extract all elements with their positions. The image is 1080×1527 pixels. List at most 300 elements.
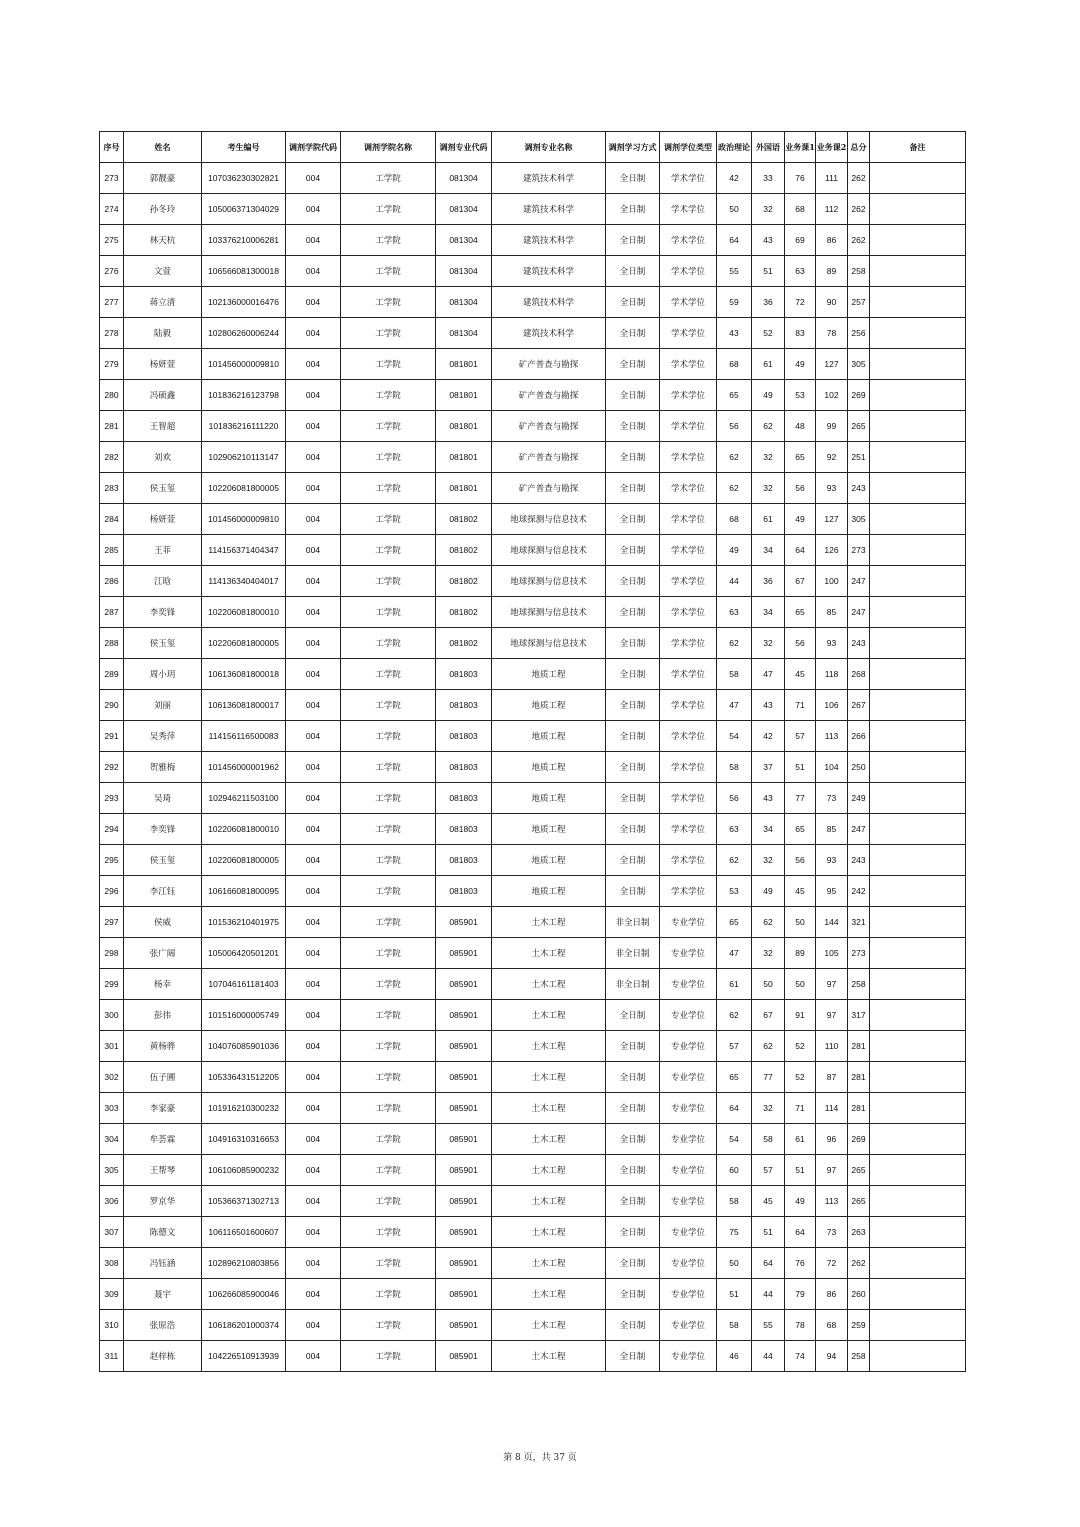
cell-degree-type: 学术学位 [660,504,717,535]
table-row [100,1000,966,1031]
cell-major-code: 081801 [436,442,492,473]
cell-candidate-id: 106106085900232 [202,1155,286,1186]
cell-major-code: 081803 [436,690,492,721]
cell-candidate-id: 102206081800010 [202,814,286,845]
cell-college-name: 工学院 [341,1155,436,1186]
cell-foreign-language: 77 [752,1062,785,1093]
cell-remarks [870,1000,966,1031]
cell-major-code: 085901 [436,938,492,969]
cell-politics: 49 [717,535,752,566]
cell-major-name: 土木工程 [492,969,606,1000]
cell-college-code: 004 [286,287,341,318]
cell-total: 256 [848,318,870,349]
table-row [100,442,966,473]
cell-remarks [870,1186,966,1217]
cell-degree-type: 学术学位 [660,349,717,380]
cell-college-code: 004 [286,752,341,783]
cell-total: 265 [848,1186,870,1217]
cell-remarks [870,690,966,721]
cell-subject1: 56 [785,628,816,659]
cell-subject2: 105 [816,938,848,969]
table-row [100,225,966,256]
cell-college-code: 004 [286,473,341,504]
cell-candidate-id: 105006420501201 [202,938,286,969]
cell-college-name: 工学院 [341,659,436,690]
cell-major-code: 081802 [436,535,492,566]
cell-degree-type: 学术学位 [660,721,717,752]
cell-major-code: 081801 [436,349,492,380]
cell-degree-type: 学术学位 [660,318,717,349]
cell-candidate-id: 101836216111220 [202,411,286,442]
cell-major-code: 085901 [436,969,492,1000]
cell-subject1: 52 [785,1031,816,1062]
table-row [100,1031,966,1062]
cell-remarks [870,318,966,349]
cell-index: 311 [100,1341,124,1372]
cell-index: 276 [100,256,124,287]
cell-politics: 50 [717,1248,752,1279]
cell-subject2: 112 [816,194,848,225]
cell-college-name: 工学院 [341,1217,436,1248]
cell-name: 郭靓豪 [124,163,202,194]
cell-college-code: 004 [286,783,341,814]
table-row [100,907,966,938]
cell-degree-type: 专业学位 [660,1186,717,1217]
cell-remarks [870,1217,966,1248]
cell-index: 287 [100,597,124,628]
cell-subject1: 53 [785,380,816,411]
cell-subject2: 144 [816,907,848,938]
cell-remarks [870,659,966,690]
cell-college-name: 工学院 [341,1279,436,1310]
cell-politics: 62 [717,845,752,876]
cell-subject1: 74 [785,1341,816,1372]
cell-study-mode: 全日制 [606,163,660,194]
cell-name: 赵梓栋 [124,1341,202,1372]
cell-college-name: 工学院 [341,256,436,287]
cell-college-code: 004 [286,1279,341,1310]
cell-college-name: 工学院 [341,380,436,411]
cell-college-name: 工学院 [341,1248,436,1279]
cell-politics: 54 [717,1124,752,1155]
cell-major-code: 081304 [436,225,492,256]
cell-subject1: 76 [785,1248,816,1279]
cell-index: 274 [100,194,124,225]
cell-total: 265 [848,1155,870,1186]
cell-subject2: 95 [816,876,848,907]
cell-subject2: 104 [816,752,848,783]
cell-major-name: 土木工程 [492,1279,606,1310]
cell-foreign-language: 43 [752,690,785,721]
cell-college-code: 004 [286,1155,341,1186]
cell-foreign-language: 51 [752,256,785,287]
cell-candidate-id: 101536210401975 [202,907,286,938]
cell-study-mode: 全日制 [606,1341,660,1372]
cell-college-code: 004 [286,1093,341,1124]
cell-remarks [870,1124,966,1155]
cell-major-name: 土木工程 [492,1341,606,1372]
cell-politics: 56 [717,411,752,442]
cell-total: 281 [848,1093,870,1124]
cell-index: 296 [100,876,124,907]
cell-foreign-language: 43 [752,783,785,814]
cell-major-name: 建筑技术科学 [492,225,606,256]
cell-college-name: 工学院 [341,969,436,1000]
cell-index: 282 [100,442,124,473]
table-body [100,163,966,1372]
cell-degree-type: 学术学位 [660,659,717,690]
admission-table-container [99,131,965,1372]
cell-subject2: 97 [816,1155,848,1186]
cell-index: 291 [100,721,124,752]
cell-candidate-id: 106166081800095 [202,876,286,907]
cell-major-code: 081304 [436,256,492,287]
cell-major-name: 建筑技术科学 [492,318,606,349]
cell-study-mode: 全日制 [606,845,660,876]
cell-politics: 46 [717,1341,752,1372]
cell-remarks [870,225,966,256]
cell-subject2: 73 [816,783,848,814]
table-row [100,690,966,721]
cell-name: 李江钰 [124,876,202,907]
cell-college-code: 004 [286,1062,341,1093]
cell-study-mode: 全日制 [606,1124,660,1155]
cell-major-name: 土木工程 [492,938,606,969]
cell-remarks [870,256,966,287]
cell-politics: 58 [717,659,752,690]
cell-major-code: 085901 [436,1279,492,1310]
cell-politics: 63 [717,814,752,845]
table-row [100,1310,966,1341]
cell-remarks [870,163,966,194]
cell-politics: 58 [717,752,752,783]
cell-foreign-language: 47 [752,659,785,690]
cell-candidate-id: 105336431512205 [202,1062,286,1093]
cell-index: 281 [100,411,124,442]
table-row [100,535,966,566]
cell-college-name: 工学院 [341,597,436,628]
cell-remarks [870,907,966,938]
cell-politics: 68 [717,349,752,380]
cell-major-name: 地质工程 [492,845,606,876]
cell-college-name: 工学院 [341,194,436,225]
cell-college-code: 004 [286,535,341,566]
cell-total: 251 [848,442,870,473]
cell-subject2: 92 [816,442,848,473]
cell-college-code: 004 [286,566,341,597]
cell-politics: 64 [717,1093,752,1124]
cell-candidate-id: 114156371404347 [202,535,286,566]
header-foreign-language: 外国语 [752,132,785,163]
cell-major-name: 建筑技术科学 [492,163,606,194]
cell-remarks [870,1248,966,1279]
cell-study-mode: 全日制 [606,535,660,566]
cell-foreign-language: 51 [752,1217,785,1248]
cell-subject1: 57 [785,721,816,752]
cell-subject1: 68 [785,194,816,225]
cell-foreign-language: 32 [752,442,785,473]
cell-degree-type: 学术学位 [660,752,717,783]
cell-remarks [870,752,966,783]
cell-college-code: 004 [286,1310,341,1341]
cell-candidate-id: 105006371304029 [202,194,286,225]
cell-index: 298 [100,938,124,969]
cell-candidate-id: 101516000005749 [202,1000,286,1031]
cell-name: 林天杭 [124,225,202,256]
cell-politics: 57 [717,1031,752,1062]
cell-total: 263 [848,1217,870,1248]
cell-total: 305 [848,504,870,535]
cell-total: 262 [848,1248,870,1279]
cell-subject1: 91 [785,1000,816,1031]
table-row [100,597,966,628]
cell-index: 307 [100,1217,124,1248]
cell-study-mode: 全日制 [606,225,660,256]
header-politics: 政治理论 [717,132,752,163]
cell-total: 281 [848,1031,870,1062]
cell-subject1: 56 [785,845,816,876]
cell-degree-type: 学术学位 [660,783,717,814]
cell-study-mode: 全日制 [606,721,660,752]
cell-total: 269 [848,380,870,411]
cell-study-mode: 全日制 [606,349,660,380]
cell-remarks [870,194,966,225]
cell-major-name: 地球探测与信息技术 [492,566,606,597]
cell-total: 317 [848,1000,870,1031]
cell-index: 283 [100,473,124,504]
cell-remarks [870,814,966,845]
cell-index: 295 [100,845,124,876]
cell-major-code: 081803 [436,783,492,814]
cell-politics: 59 [717,287,752,318]
cell-college-code: 004 [286,845,341,876]
cell-college-name: 工学院 [341,628,436,659]
cell-study-mode: 非全日制 [606,938,660,969]
cell-foreign-language: 58 [752,1124,785,1155]
cell-subject1: 76 [785,163,816,194]
cell-major-name: 地质工程 [492,752,606,783]
cell-politics: 60 [717,1155,752,1186]
cell-college-code: 004 [286,659,341,690]
cell-candidate-id: 102206081800010 [202,597,286,628]
cell-total: 267 [848,690,870,721]
cell-remarks [870,1093,966,1124]
cell-degree-type: 专业学位 [660,1279,717,1310]
cell-foreign-language: 44 [752,1279,785,1310]
cell-total: 260 [848,1279,870,1310]
table-row [100,845,966,876]
cell-index: 305 [100,1155,124,1186]
cell-candidate-id: 105366371302713 [202,1186,286,1217]
cell-foreign-language: 33 [752,163,785,194]
cell-degree-type: 专业学位 [660,1248,717,1279]
cell-candidate-id: 106136081800017 [202,690,286,721]
cell-major-code: 085901 [436,1093,492,1124]
cell-study-mode: 全日制 [606,1279,660,1310]
cell-major-code: 081803 [436,721,492,752]
cell-remarks [870,287,966,318]
header-college-name: 调剂学院名称 [341,132,436,163]
cell-remarks [870,1155,966,1186]
cell-name: 蒋立清 [124,287,202,318]
cell-remarks [870,442,966,473]
cell-major-name: 地质工程 [492,814,606,845]
cell-index: 293 [100,783,124,814]
cell-candidate-id: 101916210300232 [202,1093,286,1124]
cell-subject1: 77 [785,783,816,814]
cell-study-mode: 全日制 [606,194,660,225]
cell-degree-type: 学术学位 [660,473,717,504]
cell-total: 273 [848,938,870,969]
table-row [100,1279,966,1310]
table-row [100,659,966,690]
table-row [100,1341,966,1372]
cell-candidate-id: 101456000009810 [202,349,286,380]
cell-subject2: 87 [816,1062,848,1093]
cell-foreign-language: 55 [752,1310,785,1341]
cell-candidate-id: 106566081300018 [202,256,286,287]
cell-study-mode: 非全日制 [606,969,660,1000]
table-row [100,349,966,380]
cell-name: 刘欢 [124,442,202,473]
cell-politics: 56 [717,783,752,814]
cell-index: 279 [100,349,124,380]
cell-major-code: 085901 [436,1062,492,1093]
cell-subject2: 86 [816,1279,848,1310]
table-row [100,1186,966,1217]
cell-degree-type: 专业学位 [660,1093,717,1124]
cell-candidate-id: 106116501600607 [202,1217,286,1248]
cell-major-code: 085901 [436,1310,492,1341]
cell-college-code: 004 [286,597,341,628]
table-row [100,969,966,1000]
cell-foreign-language: 34 [752,814,785,845]
cell-foreign-language: 32 [752,473,785,504]
cell-subject2: 72 [816,1248,848,1279]
cell-foreign-language: 32 [752,194,785,225]
cell-college-name: 工学院 [341,690,436,721]
table-row [100,163,966,194]
table-row [100,411,966,442]
cell-name: 李奕锋 [124,814,202,845]
cell-subject1: 67 [785,566,816,597]
cell-college-code: 004 [286,225,341,256]
cell-major-name: 土木工程 [492,1248,606,1279]
cell-politics: 62 [717,473,752,504]
cell-major-name: 建筑技术科学 [492,256,606,287]
cell-politics: 54 [717,721,752,752]
table-row [100,814,966,845]
cell-major-code: 085901 [436,1217,492,1248]
table-row [100,194,966,225]
cell-degree-type: 专业学位 [660,1217,717,1248]
cell-remarks [870,969,966,1000]
cell-remarks [870,504,966,535]
cell-total: 259 [848,1310,870,1341]
cell-major-code: 085901 [436,1031,492,1062]
cell-remarks [870,473,966,504]
cell-subject1: 49 [785,1186,816,1217]
cell-foreign-language: 61 [752,504,785,535]
cell-degree-type: 学术学位 [660,628,717,659]
cell-major-code: 081803 [436,659,492,690]
adjustment-list-table [99,131,966,1372]
cell-total: 262 [848,225,870,256]
cell-foreign-language: 43 [752,225,785,256]
cell-total: 257 [848,287,870,318]
cell-candidate-id: 103376210006281 [202,225,286,256]
cell-remarks [870,566,966,597]
table-row [100,1124,966,1155]
cell-college-name: 工学院 [341,783,436,814]
cell-remarks [870,535,966,566]
cell-major-name: 土木工程 [492,1310,606,1341]
cell-foreign-language: 42 [752,721,785,752]
cell-foreign-language: 67 [752,1000,785,1031]
table-row [100,1248,966,1279]
cell-total: 249 [848,783,870,814]
cell-major-name: 地球探测与信息技术 [492,628,606,659]
cell-college-name: 工学院 [341,225,436,256]
cell-college-code: 004 [286,938,341,969]
cell-subject2: 78 [816,318,848,349]
cell-major-code: 085901 [436,1155,492,1186]
cell-name: 伍子圃 [124,1062,202,1093]
cell-major-code: 081304 [436,163,492,194]
cell-study-mode: 全日制 [606,1310,660,1341]
cell-study-mode: 全日制 [606,659,660,690]
cell-index: 278 [100,318,124,349]
cell-major-code: 081802 [436,597,492,628]
cell-college-code: 004 [286,380,341,411]
cell-remarks [870,721,966,752]
cell-subject2: 68 [816,1310,848,1341]
cell-degree-type: 学术学位 [660,442,717,473]
cell-politics: 62 [717,442,752,473]
cell-index: 304 [100,1124,124,1155]
cell-politics: 47 [717,690,752,721]
cell-college-name: 工学院 [341,876,436,907]
cell-college-code: 004 [286,1248,341,1279]
cell-politics: 51 [717,1279,752,1310]
cell-degree-type: 学术学位 [660,566,717,597]
cell-subject1: 65 [785,814,816,845]
cell-name: 侯威 [124,907,202,938]
cell-study-mode: 全日制 [606,1186,660,1217]
cell-subject1: 64 [785,535,816,566]
cell-foreign-language: 32 [752,845,785,876]
cell-name: 彭伟 [124,1000,202,1031]
cell-foreign-language: 37 [752,752,785,783]
cell-college-code: 004 [286,194,341,225]
cell-name: 牟荟霖 [124,1124,202,1155]
cell-politics: 53 [717,876,752,907]
cell-index: 301 [100,1031,124,1062]
cell-degree-type: 专业学位 [660,969,717,1000]
cell-name: 侯玉玺 [124,473,202,504]
cell-name: 吴秀萍 [124,721,202,752]
table-row [100,628,966,659]
cell-remarks [870,628,966,659]
cell-subject1: 49 [785,504,816,535]
cell-degree-type: 专业学位 [660,1310,717,1341]
cell-subject1: 51 [785,1155,816,1186]
cell-index: 300 [100,1000,124,1031]
cell-subject2: 90 [816,287,848,318]
cell-college-name: 工学院 [341,1093,436,1124]
cell-college-name: 工学院 [341,504,436,535]
cell-total: 281 [848,1062,870,1093]
